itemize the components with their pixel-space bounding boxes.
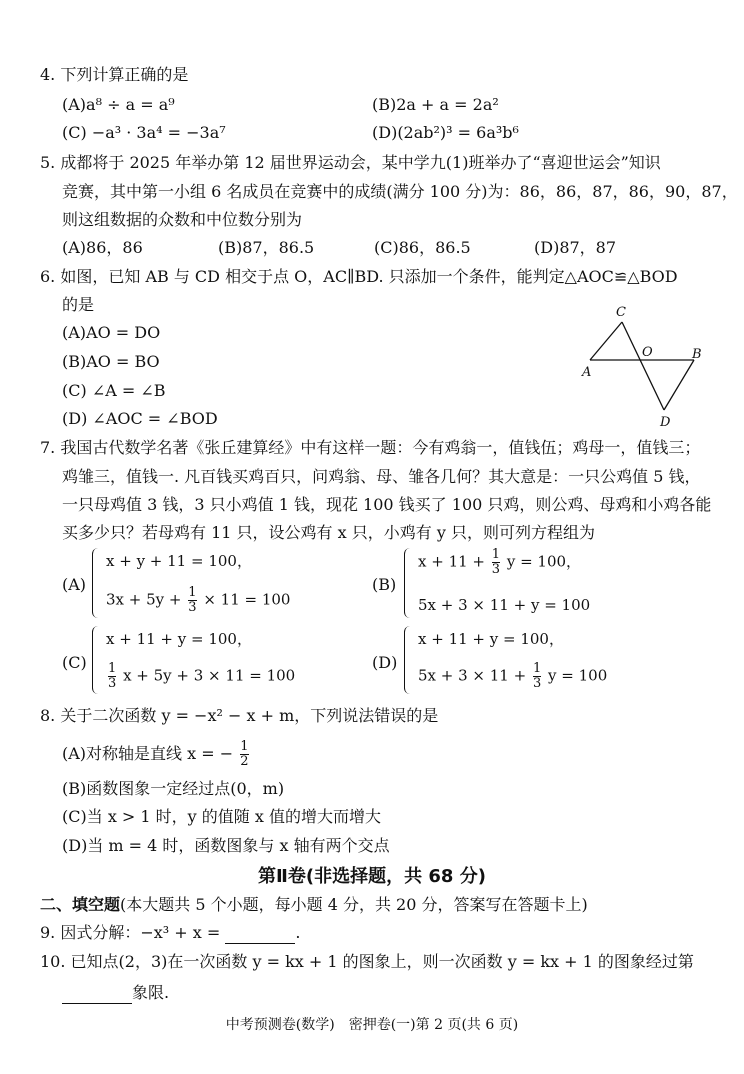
q6-line-1: 6. 如图，已知 AB 与 CD 相交于点 O，AC∥BD. 只添加一个条件，能判定△AOC≌△BOD [40, 267, 678, 286]
page-footer: 中考预测卷(数学) 密押卷(一)第 2 页(共 6 页) [225, 1017, 519, 1033]
fraction: $\frac{1}{3}$ [532, 661, 542, 691]
q5-option-d: (D)87，87 [534, 238, 617, 257]
equation-2: 5x + 3 × 11 + $\frac{1}{3}$ y = 100 [418, 661, 608, 691]
q4-stem: 4. 下列计算正确的是 [40, 65, 189, 84]
part2-note: (本大题共 5 个小题，每小题 4 分，共 20 分，答案写在答题卡上) [120, 895, 588, 914]
q7-option-a-system [92, 548, 352, 618]
brace [92, 626, 103, 694]
q7-line-3: 一只母鸡值 3 钱，3 只小鸡值 1 钱，现花 100 钱买了 100 只鸡，则公鸡、母鸡和小鸡各能 [62, 495, 712, 514]
q7-option-b-label: (B) [372, 575, 397, 594]
q5-option-b: (B)87，86.5 [218, 238, 315, 257]
label-c: C [616, 305, 626, 320]
q6-option-b: (B)AO = BO [62, 352, 160, 371]
q10-line-1: 10. 已知点(2，3)在一次函数 y = kx + 1 的图象上，则一次函数 y = kx + 1 的图象经过第 [40, 952, 694, 971]
fraction: $\frac{1}{2}$ [240, 739, 249, 769]
q5-line-2: 竞赛，其中第一小组 6 名成员在竞赛中的成绩(满分 100 分)为：86，86，87，86，90，87， [62, 182, 738, 201]
q8-stem: 8. 关于二次函数 y = −x² − x + m，下列说法错误的是 [40, 706, 439, 725]
q7-option-d-system [404, 626, 694, 694]
equation-1: x + 11 + $\frac{1}{3}$ y = 100， [418, 547, 582, 577]
section-title: 第Ⅱ卷(非选择题，共 68 分) [258, 866, 486, 887]
q4-option-d: (D)(2ab²)³ = 6a³b⁶ [372, 123, 519, 142]
q10-line-2: 象限. [62, 982, 169, 1004]
equation-1: x + 11 + y = 100， [106, 630, 252, 648]
fraction: $\frac{1}{3}$ [188, 585, 197, 615]
answer-blank [62, 987, 132, 1004]
equation-1: x + 11 + y = 100， [418, 630, 564, 648]
fraction: $\frac{1}{3}$ [491, 547, 501, 577]
q6-option-c: (C) ∠A = ∠B [62, 381, 166, 400]
label-o: O [642, 345, 653, 360]
q4-option-a: (A)a⁸ ÷ a = a⁹ [62, 95, 175, 114]
q7-option-d-label: (D) [372, 653, 398, 672]
q7-line-4: 买多少只？若母鸡有 11 只，设公鸡有 x 只，小鸡有 y 只，则可列方程组为 [62, 523, 595, 542]
brace [404, 548, 415, 618]
q8-option-b: (B)函数图象一定经过点(0，m) [62, 779, 285, 798]
q7-option-b-system [404, 548, 684, 618]
q7-option-c-system [92, 626, 352, 694]
label-a: A [582, 365, 592, 380]
q5-option-c: (C)86，86.5 [374, 238, 471, 257]
part2-heading: 二、填空题 [40, 895, 121, 914]
q5-option-a: (A)86，86 [62, 238, 143, 257]
q8-option-d: (D)当 m = 4 时，函数图象与 x 轴有两个交点 [62, 836, 390, 855]
label-d: D [660, 415, 671, 430]
segment-ac [590, 322, 622, 360]
segment-bd [664, 360, 694, 410]
q6-line-2: 的是 [62, 295, 95, 314]
segment-cd [622, 322, 664, 410]
q7-option-a-label: (A) [62, 575, 87, 594]
brace [92, 548, 103, 618]
q7-option-c-label: (C) [62, 653, 87, 672]
q4-option-c: (C) −a³ · 3a⁴ = −3a⁷ [62, 123, 226, 142]
fraction: $\frac{1}{3}$ [108, 661, 117, 691]
q8-option-c: (C)当 x > 1 时，y 的值随 x 值的增大而增大 [62, 807, 382, 826]
part2-heading-line [40, 894, 588, 916]
brace [404, 626, 415, 694]
q7-line-1: 7. 我国古代数学名著《张丘建算经》中有这样一题：今有鸡翁一，值钱伍；鸡母一，值钱三； [40, 438, 701, 457]
equation-1: x + y + 11 = 100， [106, 552, 252, 570]
q5-line-3: 则这组数据的众数和中位数分别为 [62, 210, 303, 229]
q5-line-1: 5. 成都将于 2025 年举办第 12 届世界运动会，某中学九(1)班举办了“喜迎世运会”知识 [40, 153, 661, 172]
label-b: B [692, 347, 702, 362]
q4-option-b: (B)2a + a = 2a² [372, 95, 499, 114]
equation-2: $\frac{1}{3}$ x + 5y + 3 × 11 = 100 [108, 661, 296, 691]
answer-blank [225, 927, 295, 944]
equation-2: 5x + 3 × 11 + y = 100 [418, 596, 591, 614]
q7-line-2: 鸡雏三，值钱一. 凡百钱买鸡百只，问鸡翁、母、雏各几何？其大意是：一只公鸡值 5 钱， [62, 467, 701, 486]
q6-option-a: (A)AO = DO [62, 323, 161, 342]
q9: 9. 因式分解：−x³ + x = . [40, 923, 301, 942]
q6-geometry-figure [578, 302, 728, 432]
q6-option-d: (D) ∠AOC = ∠BOD [62, 409, 218, 428]
q8-option-a: (A)对称轴是直线 x = − $\frac{1}{2}$ [62, 739, 249, 769]
equation-2: 3x + 5y + $\frac{1}{3}$ × 11 = 100 [106, 585, 291, 615]
